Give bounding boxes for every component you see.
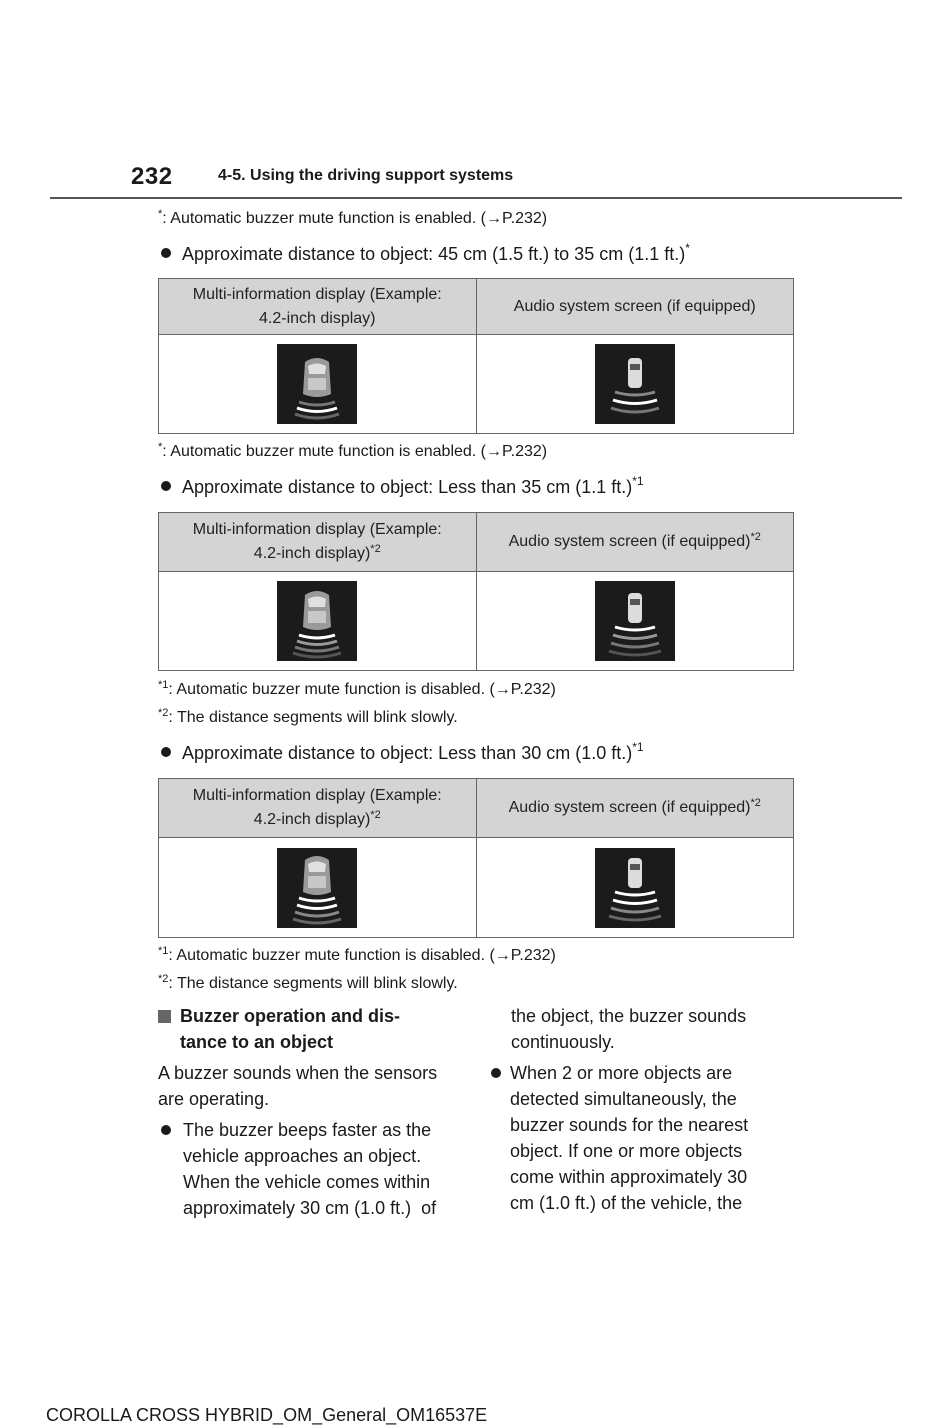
image-cell-audio [476, 838, 794, 938]
text-line: The buzzer beeps faster as the [183, 1120, 432, 1140]
col2-mark: *2 [750, 531, 761, 543]
header-cell-audio [476, 279, 794, 335]
footnote-mark: * [158, 208, 163, 220]
mid-car-sensor-image [277, 581, 357, 661]
right-column [491, 1003, 801, 1216]
footnote-mark: * [158, 441, 163, 453]
section-title: 4-5. Using the driving support systems [218, 167, 514, 184]
display-table-45 [158, 278, 794, 434]
heading-line: tance to an object [180, 1032, 334, 1052]
heading-line: Buzzer operation and dis- [180, 1006, 401, 1026]
header-cell-audio [476, 513, 794, 572]
footnote-text: : Automatic buzzer mute function is disabled. (→P.232) [168, 681, 556, 698]
col1-line2: 4.2-inch display) [259, 309, 376, 327]
col1-line1: Multi-information display (Example: [192, 285, 442, 303]
audio-car-sensor-image [595, 344, 675, 424]
col1-mark: *2 [370, 543, 381, 555]
document-footer: COROLLA CROSS HYBRID_OM_General_OM16537E [46, 1405, 488, 1425]
footnote-mark: *1 [158, 945, 169, 957]
bullet-text: Approximate distance to object: Less than 35 cm (1.1 ft.) [182, 477, 633, 497]
footnote-text: : The distance segments will blink slowly. [168, 975, 458, 992]
footnote-text: : The distance segments will blink slowly. [168, 709, 458, 726]
audio-car-sensor-image [595, 581, 675, 661]
footnote-text: : Automatic buzzer mute function is disabled. (→P.232) [168, 947, 556, 964]
header-cell-mid [159, 513, 477, 572]
header-divider [50, 197, 902, 199]
image-cell-mid [159, 335, 477, 434]
footnote-text: : Automatic buzzer mute function is enabled. (→P.232) [162, 210, 548, 227]
buzzer-intro [158, 1060, 468, 1112]
col1-line2: 4.2-inch display) [253, 545, 371, 562]
footnote-top [158, 209, 547, 229]
bullet-buzzer-faster [158, 1117, 468, 1221]
text-line: are operating. [158, 1089, 270, 1109]
bullet-text: Approximate distance to object: Less than 30 cm (1.0 ft.) [182, 743, 633, 763]
footnote-text: : Automatic buzzer mute function is enabled. (→P.232) [162, 443, 548, 460]
col2-mark: *2 [750, 797, 761, 809]
text-line: When the vehicle comes within [183, 1172, 431, 1192]
bullet-mark: * [685, 241, 690, 255]
bullet-icon [161, 481, 171, 491]
footnote-35-2 [158, 708, 458, 728]
display-table-35 [158, 512, 794, 671]
display-table-30 [158, 778, 794, 938]
left-column [158, 1003, 468, 1221]
text-line: continuously. [511, 1032, 615, 1052]
header-cell-mid [159, 779, 477, 838]
text-line: detected simultaneously, the [510, 1089, 737, 1109]
footnote-mark: *2 [158, 707, 169, 719]
bullet-mark: *1 [632, 474, 644, 488]
bullet-multiple-objects [491, 1060, 801, 1216]
text-line: When 2 or more objects are [510, 1063, 733, 1083]
col2-label: Audio system screen (if equipped) [513, 297, 756, 315]
footnote-mark: *2 [158, 973, 169, 985]
footnote-mark: *1 [158, 679, 169, 691]
square-bullet-icon [158, 1010, 171, 1023]
bullet-icon [161, 1125, 171, 1135]
text-line: come within approximately 30 [510, 1167, 748, 1187]
bullet-continuation [491, 1003, 801, 1055]
text-line: buzzer sounds for the nearest [510, 1115, 749, 1135]
footnote-30-1 [158, 946, 556, 966]
bullet-icon [161, 248, 171, 258]
col1-line1: Multi-information display (Example: [192, 787, 442, 804]
bullet-text: Approximate distance to object: 45 cm (1.5 ft.) to 35 cm (1.1 ft.) [182, 244, 686, 264]
bullet-icon [161, 747, 171, 757]
col2-label: Audio system screen (if equipped) [508, 533, 751, 550]
audio-car-sensor-image [595, 848, 675, 928]
footnote-35-1 [158, 680, 556, 700]
page-number: 232 [131, 163, 173, 190]
header-cell-mid [159, 279, 477, 335]
text-line: approximately 30 cm (1.0 ft.) of [183, 1198, 437, 1218]
text-line: A buzzer sounds when the sensors [158, 1063, 438, 1083]
footnote-45 [158, 442, 547, 462]
col2-label: Audio system screen (if equipped) [508, 799, 751, 816]
bullet-distance-30 [161, 742, 644, 764]
bullet-icon [491, 1068, 501, 1078]
col1-line2: 4.2-inch display) [253, 811, 371, 828]
image-cell-mid [159, 572, 477, 671]
text-line: object. If one or more objects [510, 1141, 743, 1161]
image-cell-audio [476, 572, 794, 671]
header-cell-audio [476, 779, 794, 838]
bullet-distance-45 [161, 243, 690, 265]
text-line: the object, the buzzer sounds [511, 1006, 747, 1026]
image-cell-audio [476, 335, 794, 434]
bullet-mark: *1 [632, 740, 644, 754]
text-line: cm (1.0 ft.) of the vehicle, the [510, 1193, 743, 1213]
text-line: vehicle approaches an object. [183, 1146, 422, 1166]
mid-car-sensor-image [277, 848, 357, 928]
bullet-distance-35 [161, 476, 644, 498]
col1-line1: Multi-information display (Example: [192, 521, 442, 538]
col1-mark: *2 [370, 809, 381, 821]
image-cell-mid [159, 838, 477, 938]
footnote-30-2 [158, 974, 458, 994]
mid-car-sensor-image [277, 344, 357, 424]
buzzer-heading [158, 1003, 468, 1055]
